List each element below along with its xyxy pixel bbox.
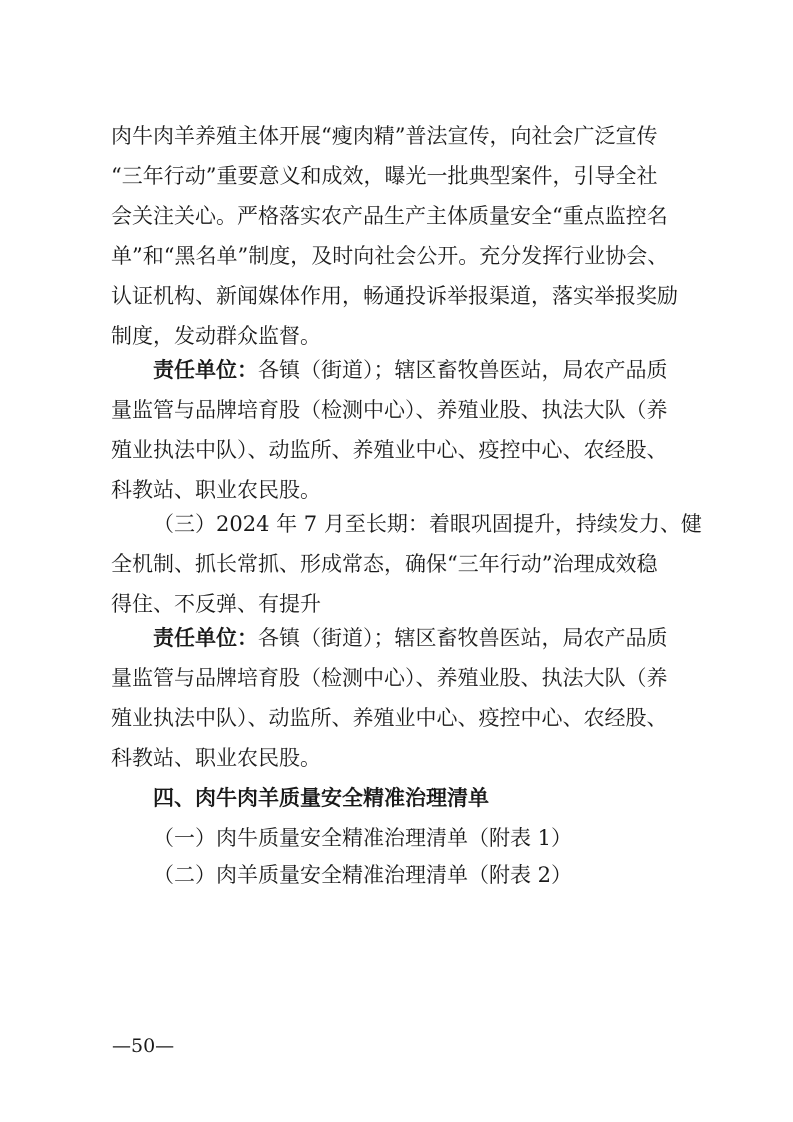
text-line: 科教站、职业农民股。 — [111, 746, 321, 770]
text-line: 量监管与品牌培育股（检测中心）、养殖业股、执法大队（养 — [111, 666, 668, 690]
text-line: 全机制、抓长常抓、形成常态，确保“三年行动”治理成效稳 — [111, 552, 658, 576]
text-line: “三年行动”重要意义和成效，曝光一批典型案件，引导全社 — [111, 164, 658, 188]
text-line: 殖业执法中队）、动监所、养殖业中心、疫控中心、农经股、 — [111, 706, 668, 730]
text-line: 肉牛肉羊养殖主体开展“瘦肉精”普法宣传，向社会广泛宣传 — [111, 124, 658, 148]
list-item: （一）肉牛质量安全精准治理清单（附表 1） — [153, 826, 573, 850]
section-heading: 四、肉牛肉羊质量安全精准治理清单 — [153, 786, 489, 810]
text-line: 制度，发动群众监督。 — [111, 324, 321, 348]
text-line: 认证机构、新闻媒体作用，畅通投诉举报渠道，落实举报奖励 — [111, 284, 678, 308]
responsibility-label: 责任单位： — [153, 358, 258, 382]
text-line: 责任单位： 各镇（街道）；辖区畜牧兽医站，局农产品质 — [0, 350, 793, 390]
responsibility-label: 责任单位： — [153, 626, 258, 650]
text-line: 单”和“黑名单”制度，及时向社会公开。充分发挥行业协会、 — [111, 244, 669, 268]
page-number: —50— — [112, 1035, 175, 1057]
text-line: 得住、不反弹、有提升 — [111, 592, 321, 616]
text-line: （三）2024 年 7 月至长期：着眼巩固提升，持续发力、健 — [153, 512, 702, 536]
text-line: 科教站、职业农民股。 — [111, 478, 321, 502]
text-line: 会关注关心。严格落实农产品生产主体质量安全“重点监控名 — [111, 204, 668, 228]
list-item: （二）肉羊质量安全精准治理清单（附表 2） — [153, 863, 573, 887]
text-line: 殖业执法中队）、动监所、养殖业中心、疫控中心、农经股、 — [111, 438, 668, 462]
text-line: 责任单位： 各镇（街道）；辖区畜牧兽医站，局农产品质 — [0, 618, 793, 658]
text-line: 量监管与品牌培育股（检测中心）、养殖业股、执法大队（养 — [111, 398, 668, 422]
